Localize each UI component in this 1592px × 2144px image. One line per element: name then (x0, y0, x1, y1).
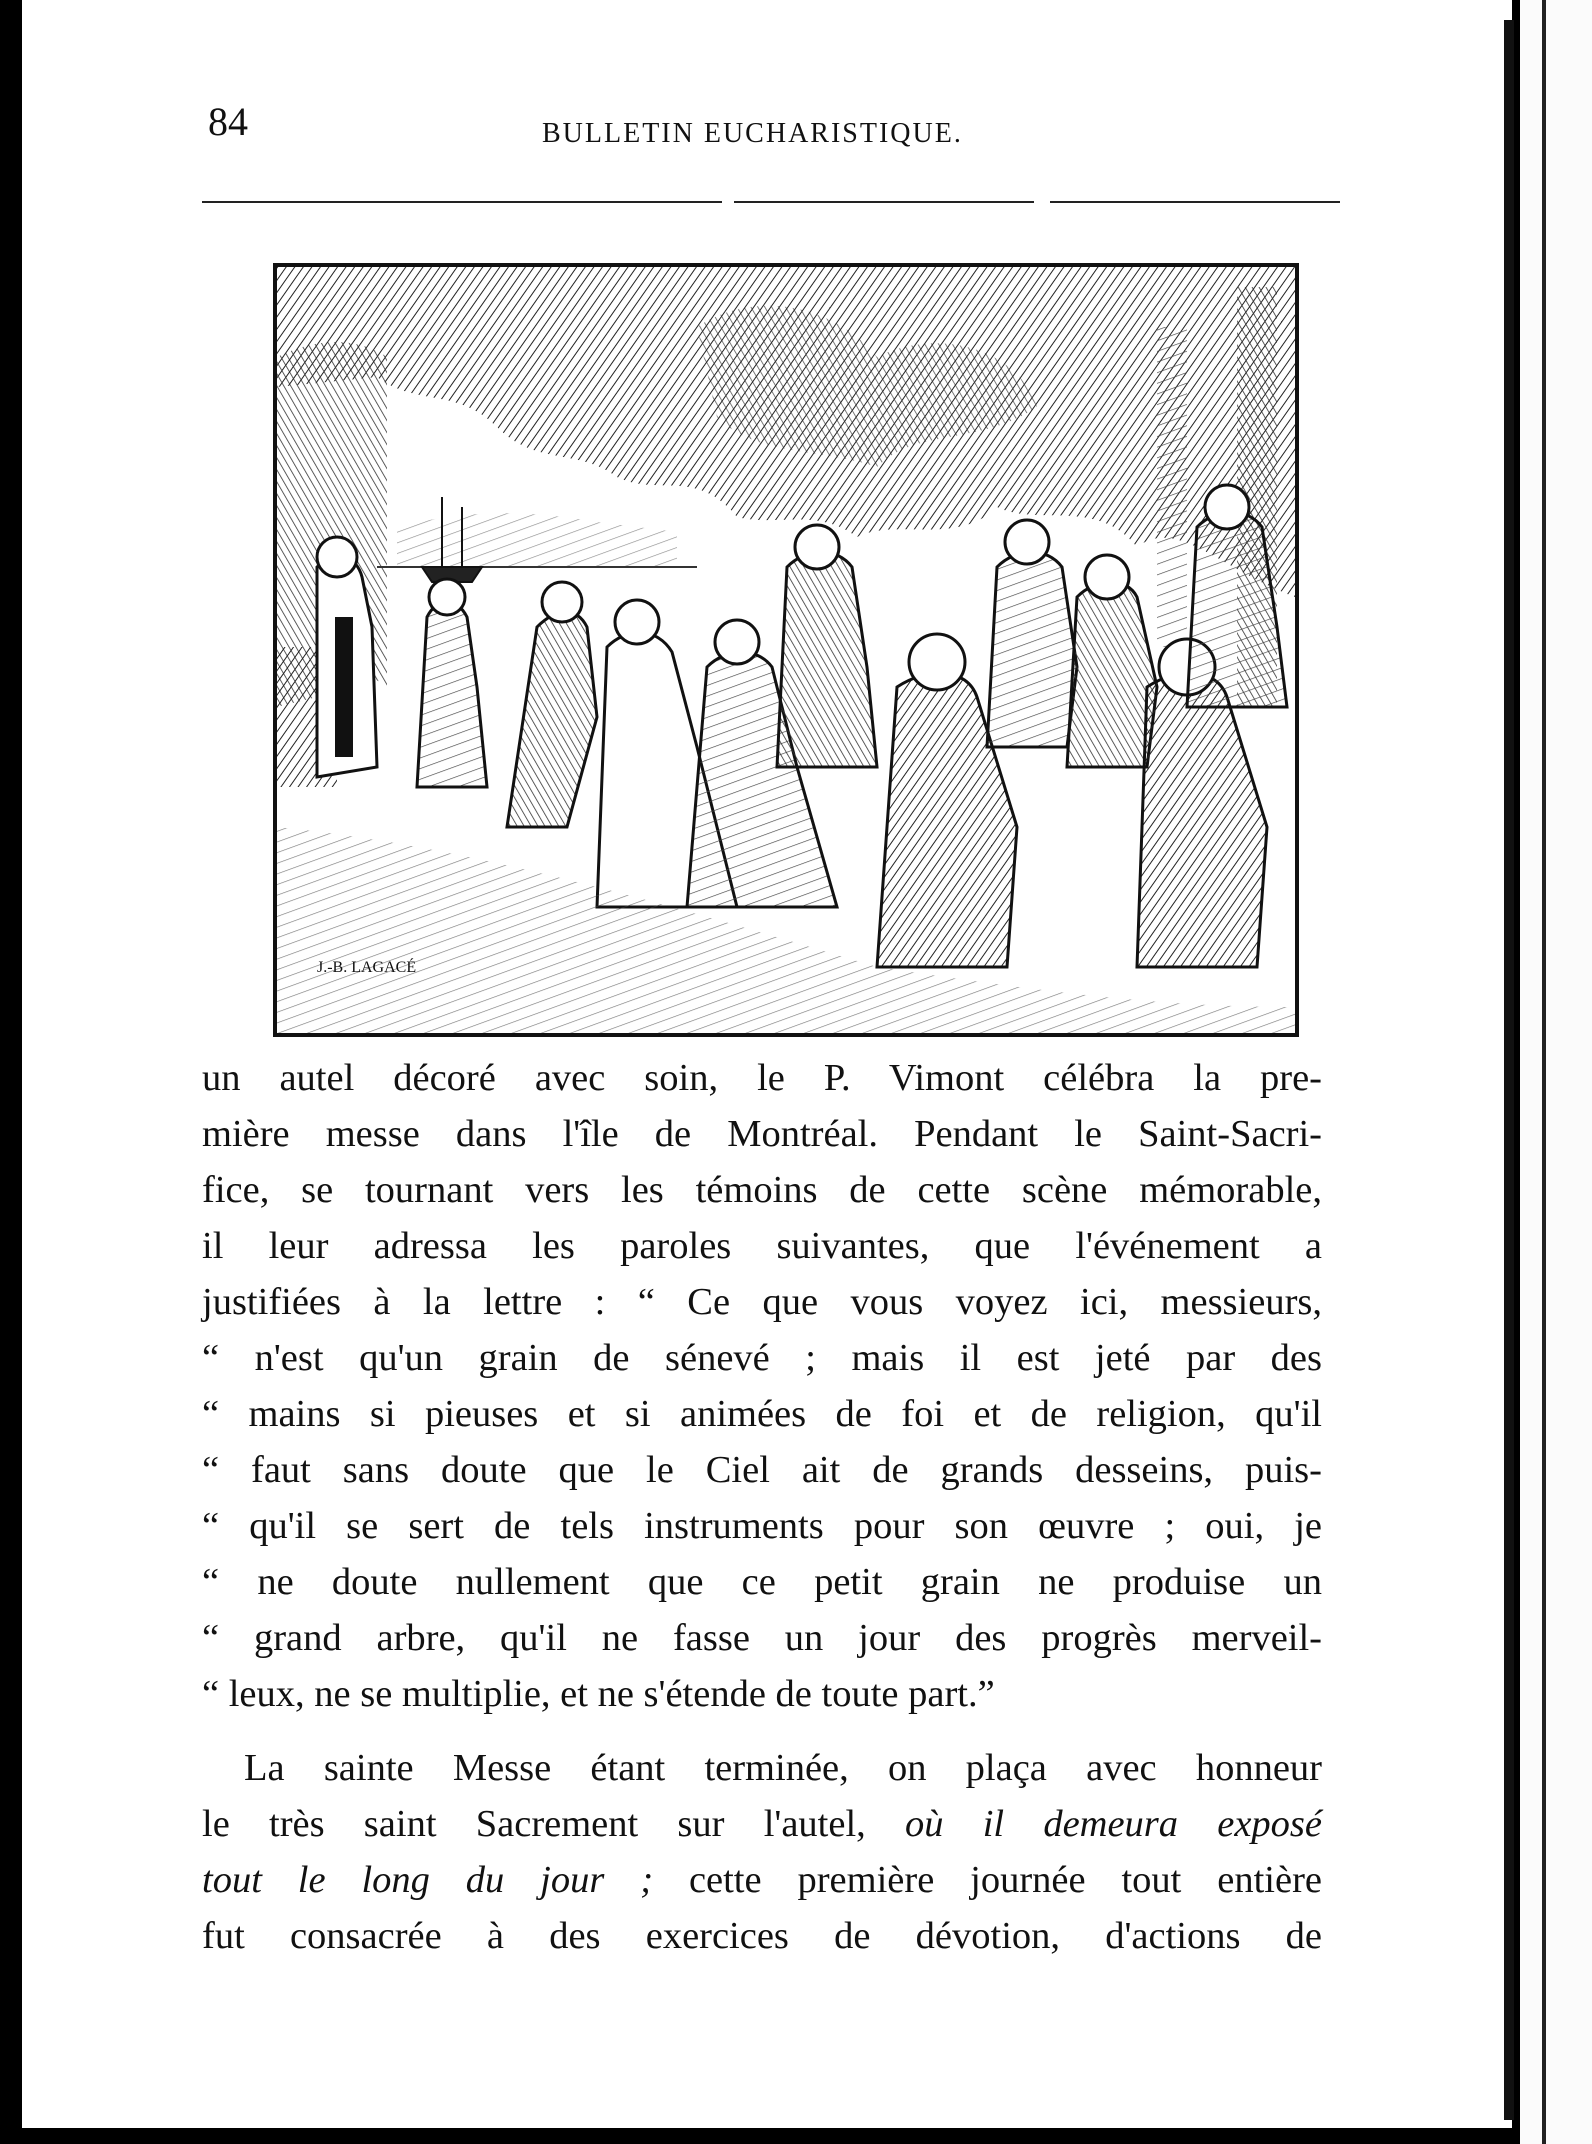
engraver-signature: J.-B. LAGACÉ (317, 959, 417, 976)
text-line: La sainte Messe étant terminée, on plaça avec honneur (244, 1747, 1322, 1789)
paragraph-2 (202, 1740, 1322, 1964)
text-line: “ mains si pieuses et si animées de foi et de religion, qu'il (202, 1393, 1322, 1435)
text-run: le très saint Sacrement sur l'autel, (202, 1803, 866, 1845)
paragraph-1 (202, 1050, 1322, 1722)
italic-run: où il demeura exposé (905, 1803, 1322, 1845)
text-line: “ leux, ne se multiplie, et ne s'étende de toute part.” (202, 1673, 995, 1715)
text-run: cette première journée tout entière (688, 1859, 1322, 1901)
engraving-drawing (277, 267, 1295, 1033)
adjacent-page-edge (1520, 0, 1592, 2144)
text-line: “ grand arbre, qu'il ne fasse un jour des progrès merveil- (202, 1617, 1322, 1659)
text-line (202, 1852, 1322, 1908)
text-line: “ ne doute nullement que ce petit grain ne produise un (202, 1561, 1322, 1603)
page-number: 84 (208, 99, 248, 144)
text-line: fice, se tournant vers les témoins de cette scène mémorable, (202, 1169, 1322, 1211)
header-rule-center (734, 201, 1034, 203)
text-line (202, 1796, 1322, 1852)
page (22, 0, 1512, 2128)
text-line: il leur adressa les paroles suivantes, que l'événement a (202, 1225, 1322, 1267)
running-title: BULLETIN EUCHARISTIQUE. (542, 118, 963, 149)
text-line: “ qu'il se sert de tels instruments pour son œuvre ; oui, je (202, 1505, 1322, 1547)
text-line: mière messe dans l'île de Montréal. Pendant le Saint-Sacri- (202, 1113, 1322, 1155)
article-body (202, 1050, 1322, 1964)
page-edge-shadow (1504, 20, 1514, 2120)
text-line: un autel décoré avec soin, le P. Vimont célébra la pre- (202, 1057, 1322, 1099)
text-line: “ faut sans doute que le Ciel ait de grands desseins, puis- (202, 1449, 1322, 1491)
text-line: justifiées à la lettre : “ Ce que vous voyez ici, messieurs, (202, 1281, 1322, 1323)
engraving-first-mass-montreal (273, 263, 1299, 1037)
header-rule-right (1050, 201, 1340, 203)
text-line: fut consacrée à des exercices de dévotion, d'actions de (202, 1915, 1322, 1957)
italic-run: tout le long du jour ; (202, 1859, 654, 1901)
text-line: “ n'est qu'un grain de sénevé ; mais il est jeté par des (202, 1337, 1322, 1379)
header-rule-left (202, 201, 722, 203)
